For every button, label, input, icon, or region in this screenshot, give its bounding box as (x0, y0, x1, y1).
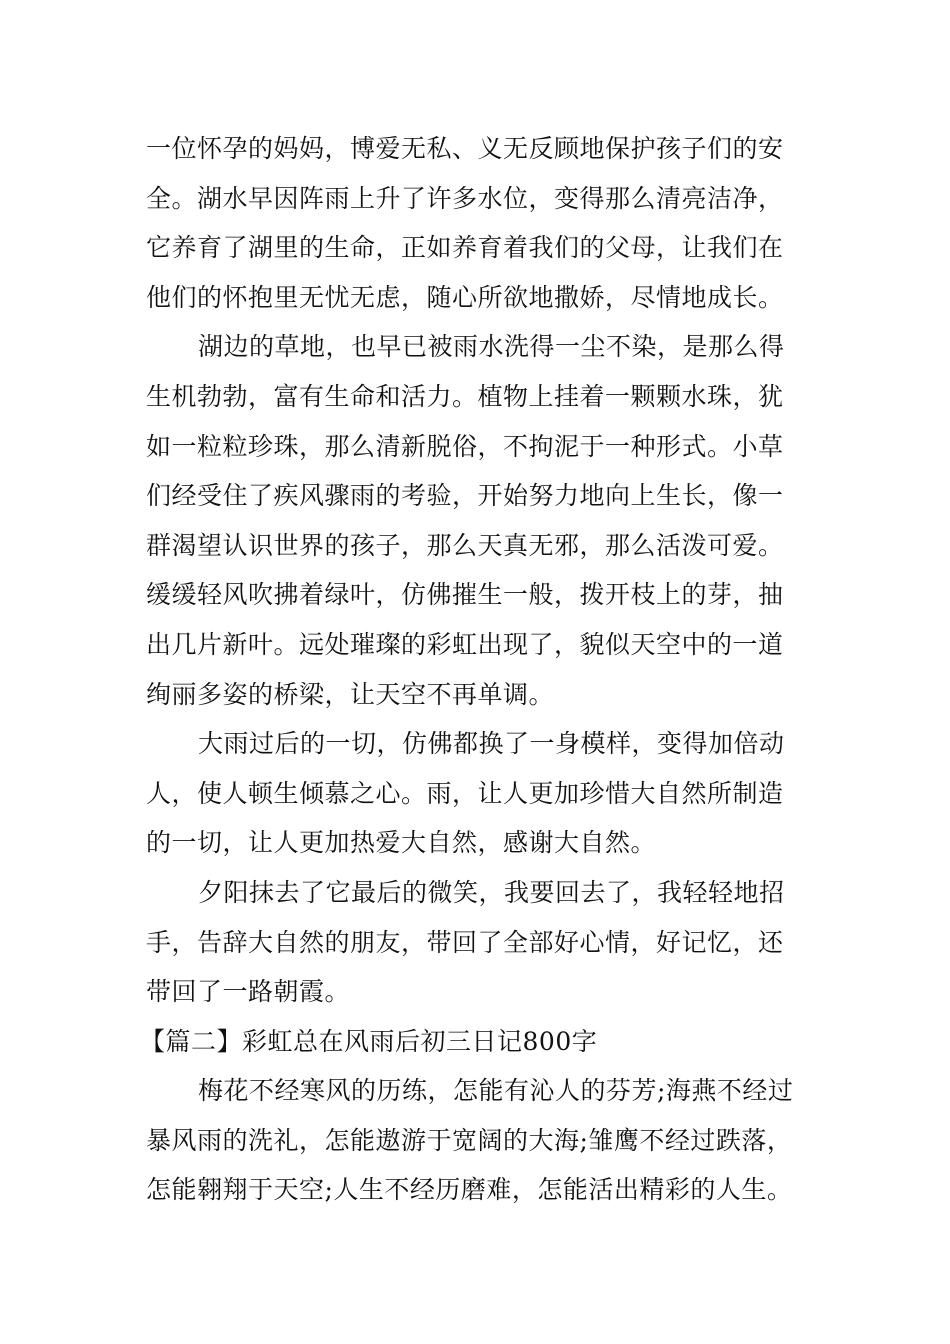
text-line: 全。湖水早因阵雨上升了许多水位，变得那么清亮洁净， (146, 183, 784, 213)
paragraph-plum-blossom (146, 1066, 810, 1215)
paragraph-lake-mother (146, 124, 810, 322)
text-line: 他们的怀抱里无忧无虑，随心所欲地撒娇，尽情地成长。 (146, 282, 784, 312)
text-line: 群渴望认识世界的孩子，那么天真无邪，那么活泼可爱。 (146, 530, 784, 560)
paragraph-sunset (146, 868, 810, 1017)
paragraph-grassland (146, 322, 810, 719)
text-line: 暴风雨的洗礼，怎能遨游于宽阔的大海;雏鹰不经过跌落， (146, 1125, 793, 1155)
text-line: 怎能翱翔于天空;人生不经历磨难，怎能活出精彩的人生。 (146, 1175, 793, 1205)
text-line: 的一切，让人更加热爱大自然，感谢大自然。 (146, 828, 657, 858)
text-line: 缓缓轻风吹拂着绿叶，仿佛摧生一般，拨开枝上的芽，抽 (146, 580, 784, 610)
text-line: 一位怀孕的妈妈，博爱无私、义无反顾地保护孩子们的安 (146, 134, 784, 163)
section-heading: 【篇二】彩虹总在风雨后初三日记800字 (140, 1026, 598, 1056)
text-line: 夕阳抹去了它最后的微笑，我要回去了，我轻轻地招 (198, 877, 785, 907)
text-line: 它养育了湖里的生命，正如养育着我们的父母，让我们在 (146, 233, 784, 263)
text-line: 们经受住了疾风骤雨的考验，开始努力地向上生长，像一 (146, 481, 784, 511)
text-line: 绚丽多姿的桥梁，让天空不再单调。 (146, 679, 555, 709)
text-line: 手，告辞大自然的朋友，带回了全部好心情，好记忆，还 (146, 927, 784, 957)
text-line: 带回了一路朝霞。 (146, 977, 351, 1007)
text-line: 梅花不经寒风的历练，怎能有沁人的芬芳;海燕不经过 (198, 1076, 794, 1106)
paragraph-after-rain (146, 719, 810, 868)
text-line: 如一粒粒珍珠，那么清新脱俗，不拘泥于一种形式。小草 (146, 431, 784, 461)
text-line: 生机勃勃，富有生命和活力。植物上挂着一颗颗水珠，犹 (146, 381, 784, 411)
document-page (140, 124, 810, 1215)
text-line: 出几片新叶。远处璀璨的彩虹出现了，貌似天空中的一道 (146, 629, 784, 659)
text-line: 湖边的草地，也早已被雨水洗得一尘不染，是那么得 (198, 332, 785, 362)
text-line: 人，使人顿生倾慕之心。雨，让人更加珍惜大自然所制造 (146, 778, 784, 808)
text-line: 大雨过后的一切，仿佛都换了一身模样，变得加倍动 (198, 729, 785, 759)
